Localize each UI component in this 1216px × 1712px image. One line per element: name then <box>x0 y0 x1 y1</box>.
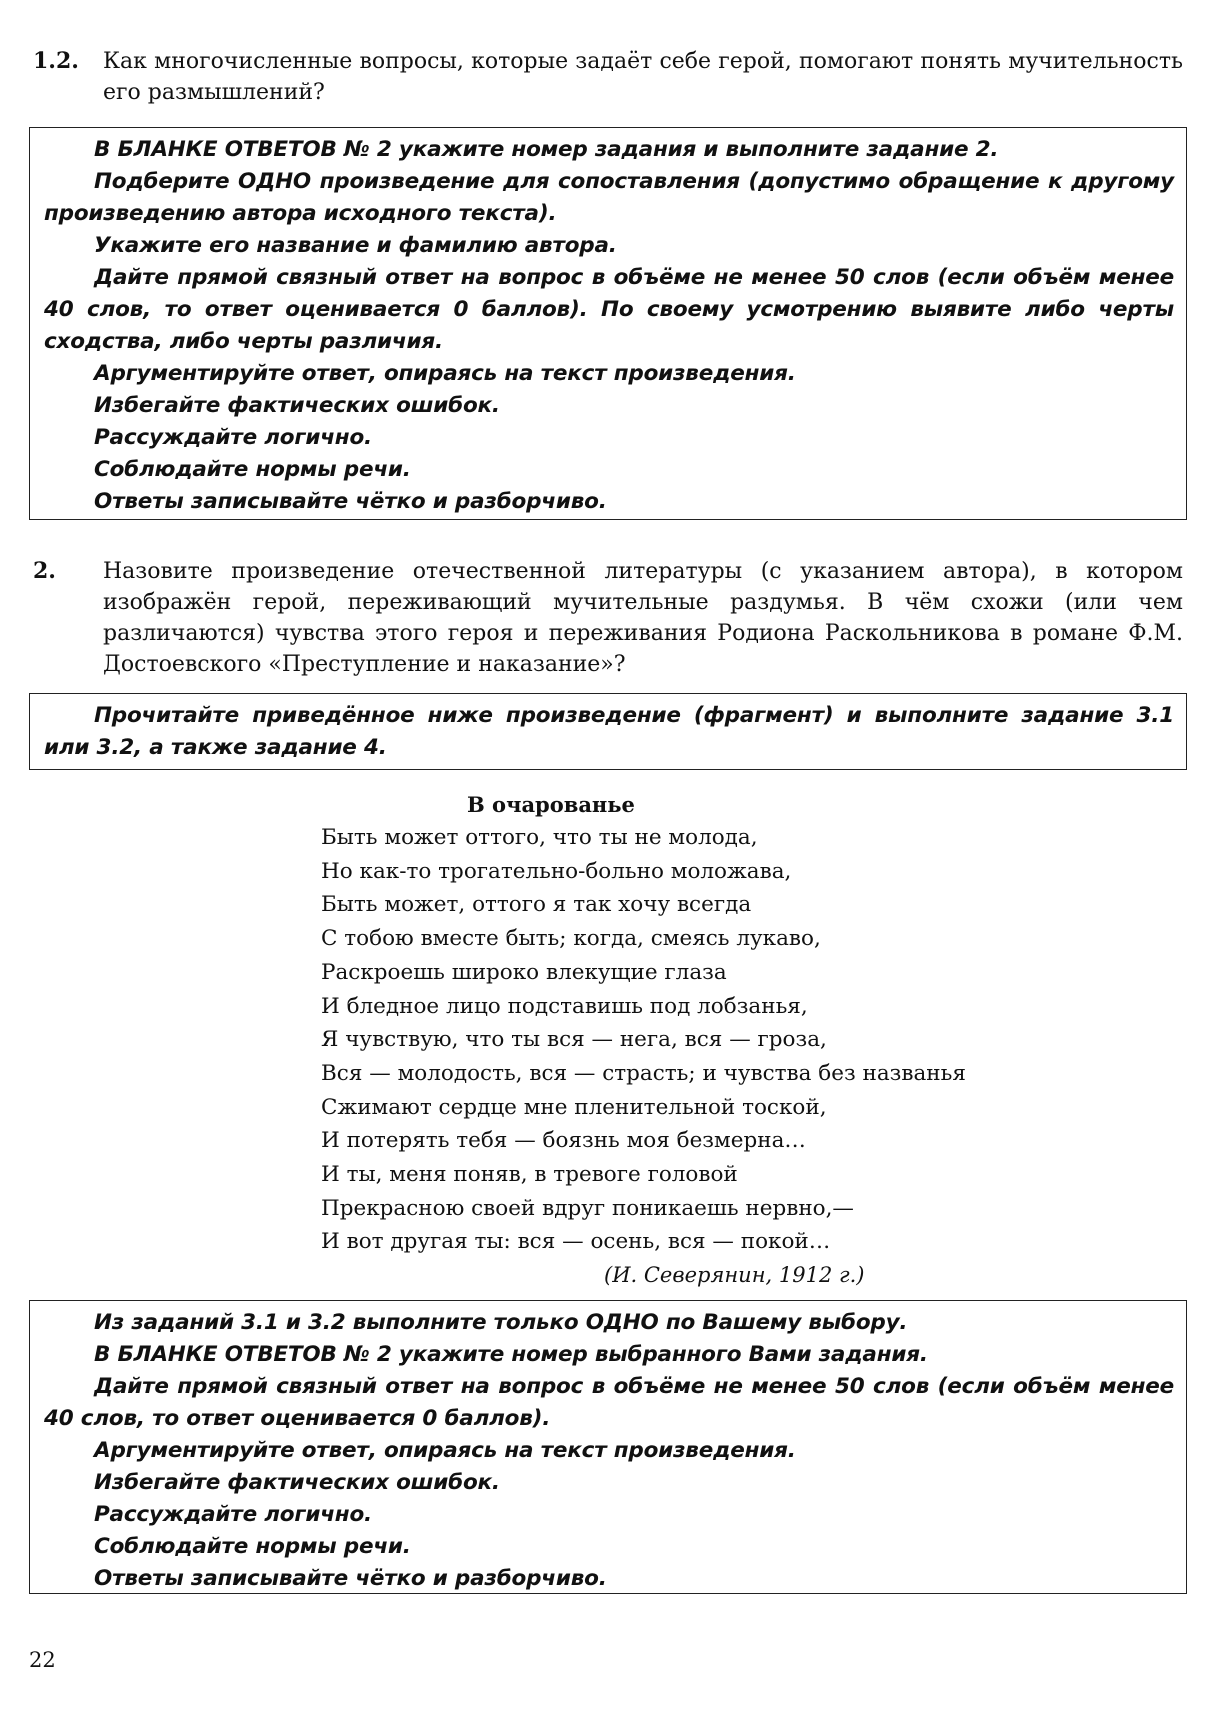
instruction-line: Соблюдайте нормы речи. <box>94 1534 411 1559</box>
instruction-line: Из заданий 3.1 и 3.2 выполните только ОДНО по Вашему выбору. <box>94 1310 908 1335</box>
reading-instruction-box <box>29 693 1187 770</box>
instruction-line: Аргументируйте ответ, опираясь на текст произведения. <box>94 361 796 386</box>
instruction-line: Ответы записывайте чётко и разборчиво. <box>94 1566 607 1591</box>
task-number: 2. <box>33 558 56 584</box>
poem-line: Сжимают сердце мне пленительной тоской, <box>321 1094 827 1120</box>
instructions-box-2 <box>29 1300 1187 1594</box>
poem-line: Раскроешь широко влекущие глаза <box>321 959 727 985</box>
reading-instruction-text: Прочитайте приведённое ниже произведение (фрагмент) и выполните задание 3.1 или 3.2, а также задание 4. <box>44 703 1174 760</box>
instruction-line: Ответы записывайте чётко и разборчиво. <box>94 489 607 514</box>
poem-line: Прекрасною своей вдруг поникаешь нервно,— <box>321 1195 854 1221</box>
task-number: 1.2. <box>33 48 79 74</box>
instruction-line: Укажите его название и фамилию автора. <box>94 233 617 258</box>
poem <box>321 788 1021 1292</box>
instruction-line: Избегайте фактических ошибок. <box>94 1470 500 1495</box>
instruction-line: Рассуждайте логично. <box>94 1502 372 1527</box>
poem-line: И потерять тебя — боязнь моя безмерна… <box>321 1128 806 1154</box>
poem-line: Быть может оттого, что ты не молода, <box>321 825 758 850</box>
instructions-box-1 <box>29 127 1187 520</box>
poem-line: И вот другая ты: вся — осень, вся — покой… <box>321 1229 831 1255</box>
page-number: 22 <box>29 1648 56 1672</box>
poem-title: В очарованье <box>467 792 635 817</box>
poem-line: И бледное лицо подставишь под лобзанья, <box>321 993 808 1019</box>
instruction-line: Соблюдайте нормы речи. <box>94 457 411 482</box>
poem-line: Вся — молодость, вся — страсть; и чувства без названья <box>321 1060 966 1086</box>
poem-attribution: (И. Северянин, 1912 г.) <box>604 1263 865 1288</box>
poem-line: Быть может, оттого я так хочу всегда <box>321 892 752 918</box>
instruction-line: Избегайте фактических ошибок. <box>94 393 500 418</box>
poem-line: И ты, меня поняв, в тревоге головой <box>321 1162 738 1188</box>
poem-lines <box>321 821 1021 1259</box>
instruction-line: Подберите ОДНО произведение для сопоставления (допустимо обращение к другому произведению автора исходного текста). <box>44 169 1174 226</box>
task-text: Назовите произведение отечественной литературы (с указанием автора), в котором изображён герой, переживающий мучительные раздумья. В чём схожи (или чем различаются) чувства этого героя и переживания Родиона Раскольникова в романе Ф.М. Достоевского «Преступление и наказание»? <box>103 559 1183 677</box>
poem-line: Но как-то трогательно-больно моложава, <box>321 858 792 884</box>
task-1-2 <box>33 46 1183 112</box>
instruction-line: Дайте прямой связный ответ на вопрос в объёме не менее 50 слов (если объём менее 40 слов, то ответ оценивается 0 баллов). По своему усмотрению выявите либо черты сходства, либо черты различия. <box>44 265 1174 354</box>
instruction-line: В БЛАНКЕ ОТВЕТОВ № 2 укажите номер задания и выполните задание 2. <box>94 137 999 162</box>
instruction-line: Дайте прямой связный ответ на вопрос в объёме не менее 50 слов (если объём менее 40 слов, то ответ оценивается 0 баллов). <box>44 1374 1174 1431</box>
task-2 <box>33 556 1183 686</box>
instruction-line: Аргументируйте ответ, опираясь на текст произведения. <box>94 1438 796 1463</box>
task-text: Как многочисленные вопросы, которые задаёт себе герой, помогают понять мучительность его размышлений? <box>103 49 1183 105</box>
poem-line: С тобою вместе быть; когда, смеясь лукаво, <box>321 926 821 952</box>
instruction-line: Рассуждайте логично. <box>94 425 372 450</box>
instruction-line: В БЛАНКЕ ОТВЕТОВ № 2 укажите номер выбранного Вами задания. <box>94 1342 928 1367</box>
poem-line: Я чувствую, что ты вся — нега, вся — гроза, <box>321 1027 827 1053</box>
